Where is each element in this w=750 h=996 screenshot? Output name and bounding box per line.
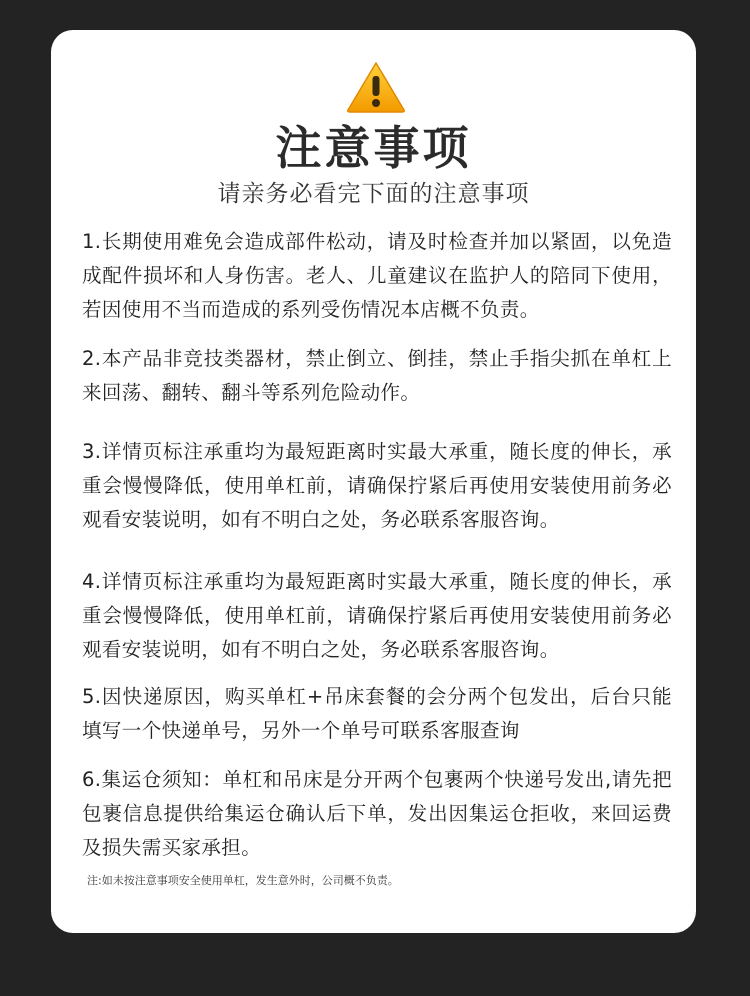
- page-subtitle: 请亲务必看完下面的注意事项: [217, 181, 530, 207]
- notice-item-6: 6.集运仓须知：单杠和吊床是分开两个包裹两个快递号发出,请先把包裹信息提供给集运仓确认后下单，发出因集运仓拒收，来回运费及损失需买家承担。: [82, 768, 672, 859]
- notice-card: [51, 30, 696, 933]
- page-title: 注意事项: [275, 121, 472, 175]
- warning-triangle-icon: [345, 60, 407, 114]
- notice-item-3: 3.详情页标注承重均为最短距离时实最大承重，随长度的伸长，承重会慢慢降低，使用单杠前，请确保拧紧后再使用安装使用前务必观看安装说明，如有不明白之处，务必联系客服咨询。: [82, 440, 672, 531]
- footnote: 注:如未按注意事项安全使用单杠，发生意外时，公司概不负责。: [87, 874, 399, 887]
- notice-item-5: 5.因快递原因，购买单杠+吊床套餐的会分两个包发出，后台只能填写一个快递单号，另外一个单号可联系客服查询: [82, 685, 672, 742]
- notice-item-2: 2.本产品非竞技类器材，禁止倒立、倒挂，禁止手指尖抓在单杠上来回荡、翻转、翻斗等系列危险动作。: [82, 347, 672, 404]
- notice-item-4: 4.详情页标注承重均为最短距离时实最大承重，随长度的伸长，承重会慢慢降低，使用单杠前，请确保拧紧后再使用安装使用前务必观看安装说明，如有不明白之处，务必联系客服咨询。: [82, 570, 672, 661]
- notice-item-1: 1.长期使用难免会造成部件松动，请及时检查并加以紧固，以免造成配件损坏和人身伤害。老人、儿童建议在监护人的陪同下使用，若因使用不当而造成的系列受伤情况本店概不负责。: [82, 230, 672, 321]
